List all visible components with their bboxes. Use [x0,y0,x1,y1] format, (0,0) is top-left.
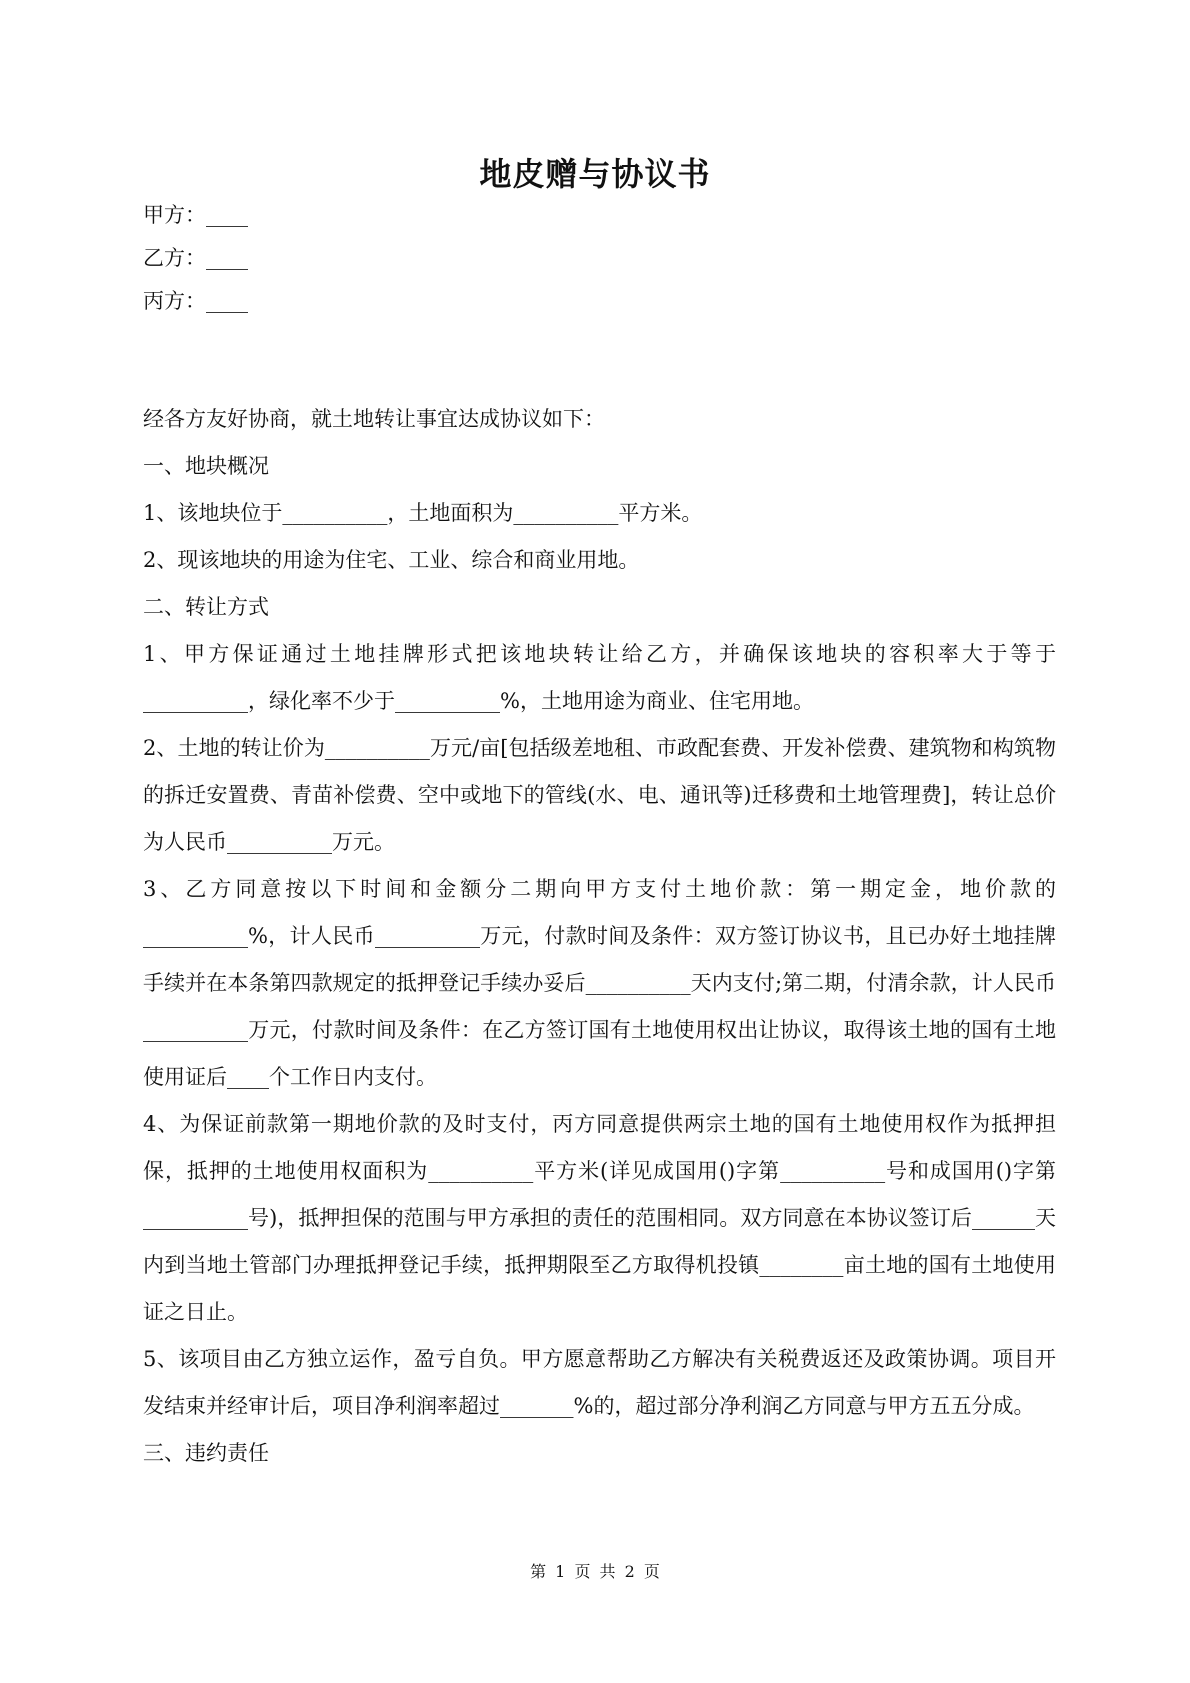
clause-2-4: 4、为保证前款第一期地价款的及时支付，丙方同意提供两宗土地的国有土地使用权作为抵押担保，抵押的土地使用权面积为__________平方米(详见成国用()字第__________号和成国用()字第__________号)，抵押担保的范围与甲方承担的责任的范围相同。双方同意在本协议签订后______天内到当地土管部门办理抵押登记手续，抵押期限至乙方取得机投镇________亩土地的国有土地使用证之日止。 [143,1112,1056,1324]
section-heading-1: 一、地块概况 [143,454,269,478]
clause-2-2: 2、土地的转让价为__________万元/亩[包括级差地租、市政配套费、开发补偿费、建筑物和构筑物的拆迁安置费、青苗补偿费、空中或地下的管线(水、电、通讯等)迁移费和土地管理费]，转让总价为人民币__________万元。 [143,736,1056,854]
document-title: 地皮赠与协议书 [479,155,711,193]
party-b-line: 乙方：____ [143,246,248,270]
clause-1-1: 1、该地块位于__________，土地面积为__________平方米。 [143,501,703,525]
agreement-body [143,396,1056,1477]
intro-paragraph: 经各方友好协商，就土地转让事宜达成协议如下： [143,407,605,431]
clause-2-1: 1、甲方保证通过土地挂牌形式把该地块转让给乙方，并确保该地块的容积率大于等于__________，绿化率不少于__________%，土地用途为商业、住宅用地。 [143,642,1056,713]
section-heading-3: 三、违约责任 [143,1441,269,1465]
clause-2-3: 3、乙方同意按以下时间和金额分二期向甲方支付土地价款：第一期定金，地价款的__________%，计人民币__________万元，付款时间及条件：双方签订协议书，且已办好土地挂牌手续并在本条第四款规定的抵押登记手续办妥后__________天内支付;第二期，付清余款，计人民币__________万元，付款时间及条件：在乙方签订国有土地使用权出让协议，取得该土地的国有土地使用证后____个工作日内支付。 [143,877,1056,1089]
party-a-line: 甲方：____ [143,203,248,227]
page-number: 第 1 页 共 2 页 [530,1562,660,1581]
section-heading-2: 二、转让方式 [143,595,269,619]
clause-1-2: 2、现该地块的用途为住宅、工业、综合和商业用地。 [143,548,640,572]
clause-2-5: 5、该项目由乙方独立运作，盈亏自负。甲方愿意帮助乙方解决有关税费返还及政策协调。项目开发结束并经审计后，项目净利润率超过_______%的，超过部分净利润乙方同意与甲方五五分成。 [143,1347,1056,1418]
party-c-line: 丙方：____ [143,289,248,313]
